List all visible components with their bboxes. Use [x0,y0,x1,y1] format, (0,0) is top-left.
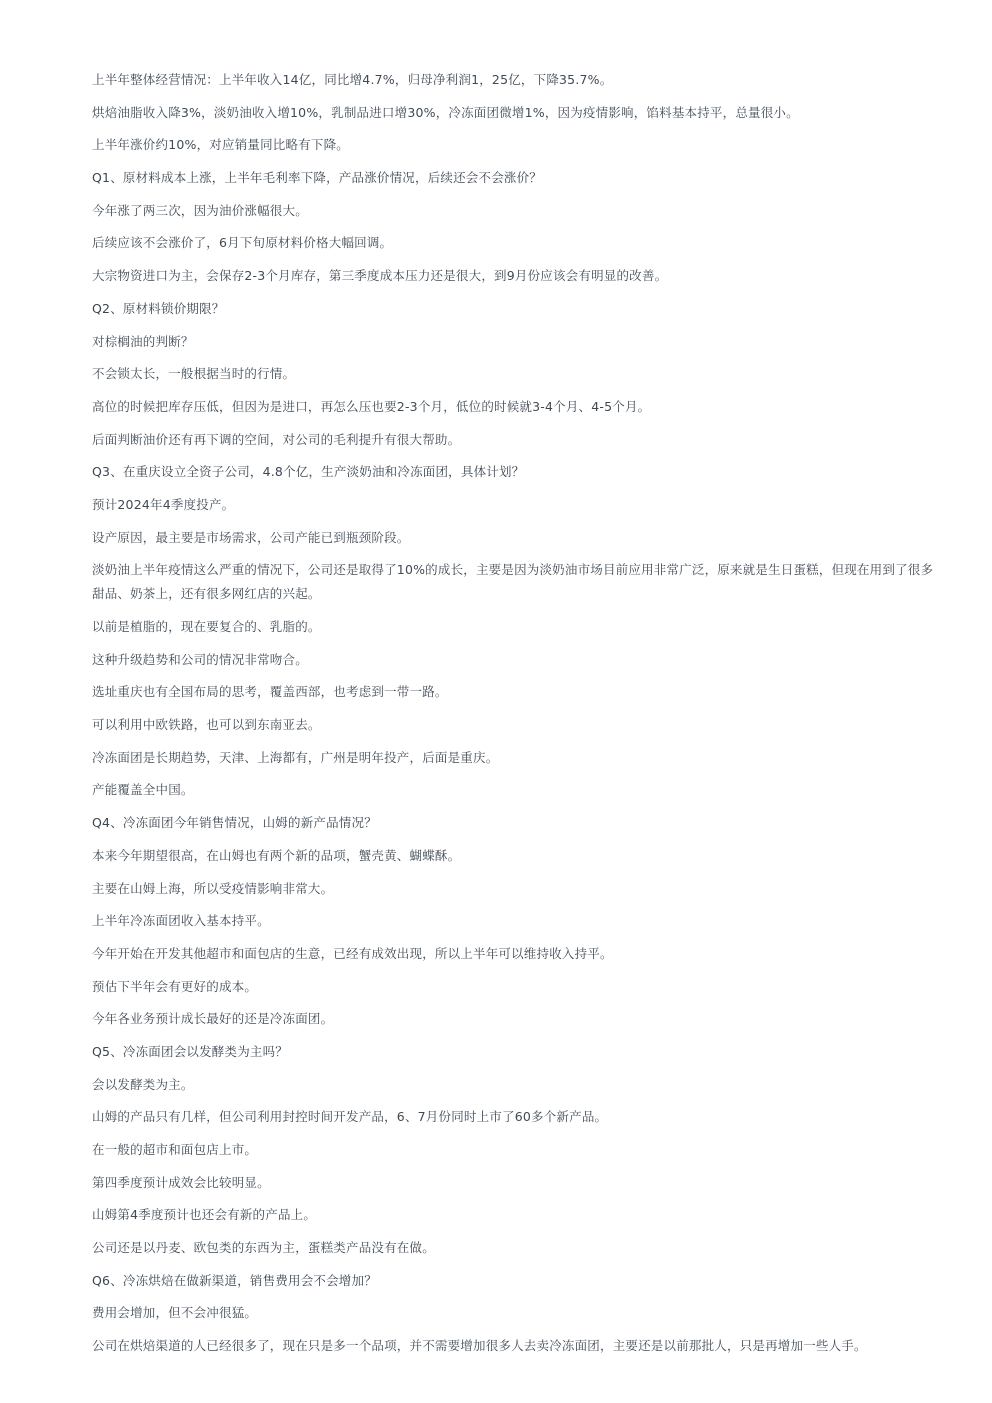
question-q5: Q5、冷冻面团会以发酵类为主吗？ [92,1043,288,1059]
question-q6: Q6、冷冻烘焙在做新渠道，销售费用会不会增加？ [92,1272,377,1288]
answer-paragraph: 公司还是以丹麦、欧包类的东西为主，蛋糕类产品没有在做。 [92,1240,435,1256]
question-q3: Q3、在重庆设立全资子公司，4.8个亿，生产淡奶油和冷冻面团，具体计划？ [92,464,525,480]
answer-paragraph: 后面判断油价还有再下调的空间，对公司的毛利提升有很大帮助。 [92,431,461,447]
answer-paragraph: 山姆的产品只有几样，但公司利用封控时间开发产品，6、7月份同时上市了60多个新产品。 [92,1109,608,1125]
answer-paragraph: 上半年冷冻面团收入基本持平。 [92,913,270,929]
answer-paragraph: 预估下半年会有更好的成本。 [92,978,258,994]
paragraph-price-increase: 上半年涨价约10%，对应销量同比略有下降。 [92,137,349,153]
question-q1: Q1、原材料成本上涨，上半年毛利率下降，产品涨价情况，后续还会不会涨价？ [92,170,542,186]
paragraph-overview: 上半年整体经营情况：上半年收入14亿，同比增4.7%，归母净利润1，25亿，下降35.7%。 [92,72,613,87]
answer-paragraph: 淡奶油上半年疫情这么严重的情况下，公司还是取得了10%的成长，主要是因为淡奶油市场目前应用非常广泛，原来就是生日蛋糕，但现在用到了很多甜品、奶茶上，还有很多网红店的兴起。 [92,562,934,602]
question-q2: Q2、原材料锁价期限？ [92,300,225,316]
answer-paragraph: 在一般的超市和面包店上市。 [92,1142,258,1157]
answer-paragraph: 会以发酵类为主。 [92,1076,194,1092]
answer-paragraph: 可以利用中欧铁路，也可以到东南亚去。 [92,717,321,733]
answer-paragraph: 本来今年期望很高，在山姆也有两个新的品项，蟹壳黄、蝴蝶酥。 [92,847,461,863]
document-body [92,68,934,1367]
question-q4: Q4、冷冻面团今年销售情况，山姆的新产品情况？ [92,815,377,831]
answer-paragraph: 不会锁太长，一般根据当时的行情。 [92,366,296,382]
paragraph-segment-revenue: 烘焙油脂收入降3%，淡奶油收入增10%，乳制品进口增30%，冷冻面团微增1%，因为疫情影响，馅料基本持平，总量很小。 [92,104,799,120]
answer-paragraph: 山姆第4季度预计也还会有新的产品上。 [92,1207,317,1223]
answer-paragraph: 后续应该不会涨价了，6月下旬原材料价格大幅回调。 [92,235,393,251]
answer-paragraph: 今年涨了两三次，因为油价涨幅很大。 [92,202,308,218]
answer-paragraph: 选址重庆也有全国布局的思考，覆盖西部，也考虑到一带一路。 [92,684,448,700]
answer-paragraph: 以前是植脂的，现在要复合的、乳脂的。 [92,619,321,634]
answer-paragraph: 第四季度预计成效会比较明显。 [92,1174,270,1190]
answer-paragraph: 冷冻面团是长期趋势，天津、上海都有，广州是明年投产，后面是重庆。 [92,749,499,765]
answer-paragraph: 产能覆盖全中国。 [92,782,194,798]
answer-paragraph: 今年各业务预计成长最好的还是冷冻面团。 [92,1011,334,1027]
answer-paragraph: 设产原因，最主要是市场需求，公司产能已到瓶颈阶段。 [92,529,410,545]
answer-paragraph: 主要在山姆上海，所以受疫情影响非常大。 [92,880,334,896]
answer-paragraph: 今年开始在开发其他超市和面包店的生意，已经有成效出现，所以上半年可以维持收入持平。 [92,945,613,961]
answer-paragraph: 公司在烘焙渠道的人已经很多了，现在只是多一个品项，并不需要增加很多人去卖冷冻面团，主要还是以前那批人，只是再增加一些人手。 [92,1338,867,1354]
answer-paragraph: 预计2024年4季度投产。 [92,496,235,512]
answer-paragraph: 这种升级趋势和公司的情况非常吻合。 [92,651,308,667]
answer-paragraph: 高位的时候把库存压低，但因为是进口，再怎么压也要2-3个月，低位的时候就3-4个月、4-5个月。 [92,398,651,414]
answer-paragraph: 费用会增加，但不会冲很猛。 [92,1305,258,1321]
answer-paragraph: 大宗物资进口为主，会保存2-3个月库存，第三季度成本压力还是很大，到9月份应该会有明显的改善。 [92,268,668,284]
answer-paragraph: 对棕榈油的判断？ [92,333,194,349]
